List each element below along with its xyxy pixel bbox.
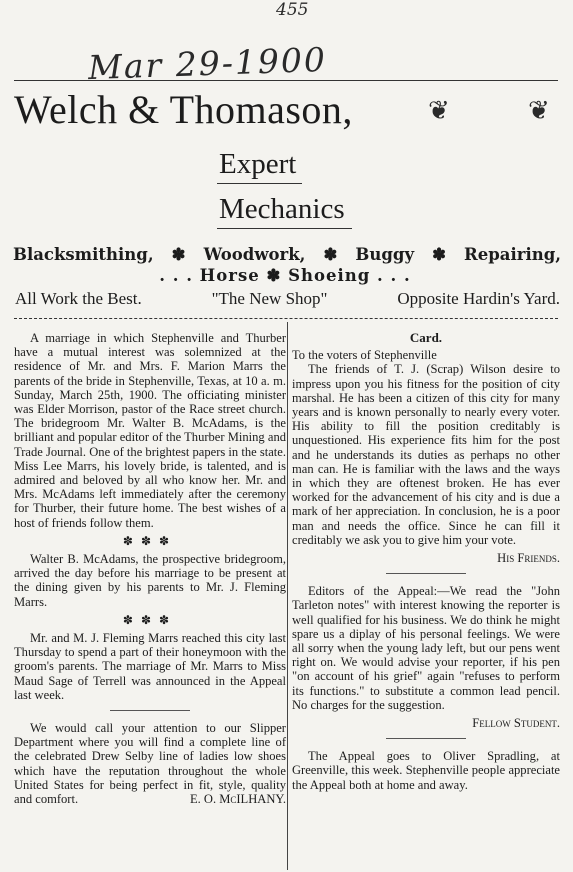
- tagline: Opposite Hardin's Yard.: [397, 289, 560, 308]
- signature: E. O. McILHANY.: [189, 792, 286, 807]
- tagline: "The New Shop": [211, 289, 328, 308]
- service-item: Woodwork,: [203, 245, 306, 264]
- letter-body: Editors of the Appeal:—We read the "John Tarleton notes" with interest knowing the reporter is well qualified for his business. We do think he might spare us a diplay of his personal feelings. We were all sorry when the young lady left, but our pens went right on. We would advise your reporter, if his pen "on account of his grief" again "refuses to perform its functions." to substitute a common lead pencil. No charges for the suggestion.: [292, 584, 560, 712]
- marrs-item: Mr. and M. J. Fleming Marrs reached this city last Thursday to spend a part of their honeymoon with the groom's parents. The marriage of Mr. Marrs to Miss Maud Sage of Terrell was announced in the Appeal last week.: [14, 631, 286, 702]
- tagline-row: [15, 289, 560, 309]
- service-item: Blacksmithing,: [13, 245, 154, 264]
- right-column: [292, 331, 560, 792]
- page-number: 455: [276, 0, 309, 20]
- ornament-icon: ❦: [528, 96, 550, 125]
- tagline: All Work the Best.: [15, 289, 142, 308]
- service-item: Repairing,: [464, 245, 561, 264]
- expert-heading: Expert: [219, 148, 297, 180]
- top-rule: [14, 80, 558, 81]
- star-ornament: ✽✽✽: [122, 533, 178, 548]
- card-title: Card.: [409, 330, 443, 345]
- card-salutation: To the voters of Stephenville: [292, 348, 437, 363]
- marriage-article: A marriage in which Stephenville and Thurber have a mutual interest was solemnized at the residence of Mr. and Mrs. F. Marion Marrs the parents of the bride in Stephenville, Texas, at 10 a. m. Sunday, March 25th, 1900. The officiating minister was Elder Morrison, pastor of the Race street church. The bridegroom Mr. Walter B. McAdams, is the brilliant and popular editor of the Thurber Mining and Trade Journal. One of the brightest papers in the state. Miss Lee Marrs, his lovely bride, is talented, and is admired and beloved by all who know her. Mr. and Mrs. McAdams left immediately after the ceremony for Thurber, their future home. The best wishes of a host of friends follow them.: [14, 331, 286, 530]
- slipper-ad: We would call your attention to our Slipper Department where you will find a complete line of the celebrated Drew Selby line of ladies low shoes which have the reputation throughout the whole United States for being perfect in fit, style, quality and comfort.: [14, 721, 286, 807]
- star-icon: ✽: [266, 266, 282, 285]
- signature: His Friends.: [497, 551, 560, 566]
- ornament-icon: ❦: [428, 96, 450, 125]
- separator: [110, 710, 190, 711]
- star-icon: ✽: [323, 245, 338, 264]
- separator: [386, 738, 466, 739]
- signature: Fellow Student.: [472, 716, 560, 731]
- card-body: The friends of T. J. (Scrap) Wilson desire to impress upon you his fitness for the position of city marshal. He has been a citizen of this city for many years and is known personally to nearly every voter. His ability to fill the position creditably is unquestioned. His experience fits him for the post and he understands its duties as perhaps no other man can. He is familiar with the laws and the ways in which they are oftenest broken. He has ever worked for the advancement of his city and is due a mark of her appreciation. In conclusion, he is a poor man and needs the office. Since he can fill it creditably we ask you to give him your vote.: [292, 362, 560, 547]
- mechanics-heading: Mechanics: [219, 193, 345, 225]
- star-ornament: ✽✽✽: [122, 612, 178, 627]
- separator: [386, 573, 466, 574]
- underline: [217, 183, 302, 184]
- firm-name: Welch & Thomason,: [14, 87, 353, 132]
- left-column: [14, 331, 286, 807]
- underline: [217, 228, 352, 229]
- service-item: Buggy: [355, 245, 415, 264]
- mcadams-item: Walter B. McAdams, the prospective bridegroom, arrived the day before his marriage to be present at the dining given by his parents to Mr. J. Fleming Marrs.: [14, 552, 286, 609]
- services-line: [13, 245, 561, 264]
- appeal-item: The Appeal goes to Oliver Spradling, at Greenville, this week. Stephenville people appreciate the Appeal both at home and away.: [292, 749, 560, 792]
- services-line-2: . . . Horse ✽ Shoeing . . .: [159, 266, 411, 285]
- section-rule: [14, 318, 558, 319]
- handwritten-date: Mar 29-1900: [87, 39, 328, 88]
- column-divider: [287, 322, 288, 870]
- star-icon: ✽: [432, 245, 446, 264]
- star-icon: ✽: [171, 245, 186, 264]
